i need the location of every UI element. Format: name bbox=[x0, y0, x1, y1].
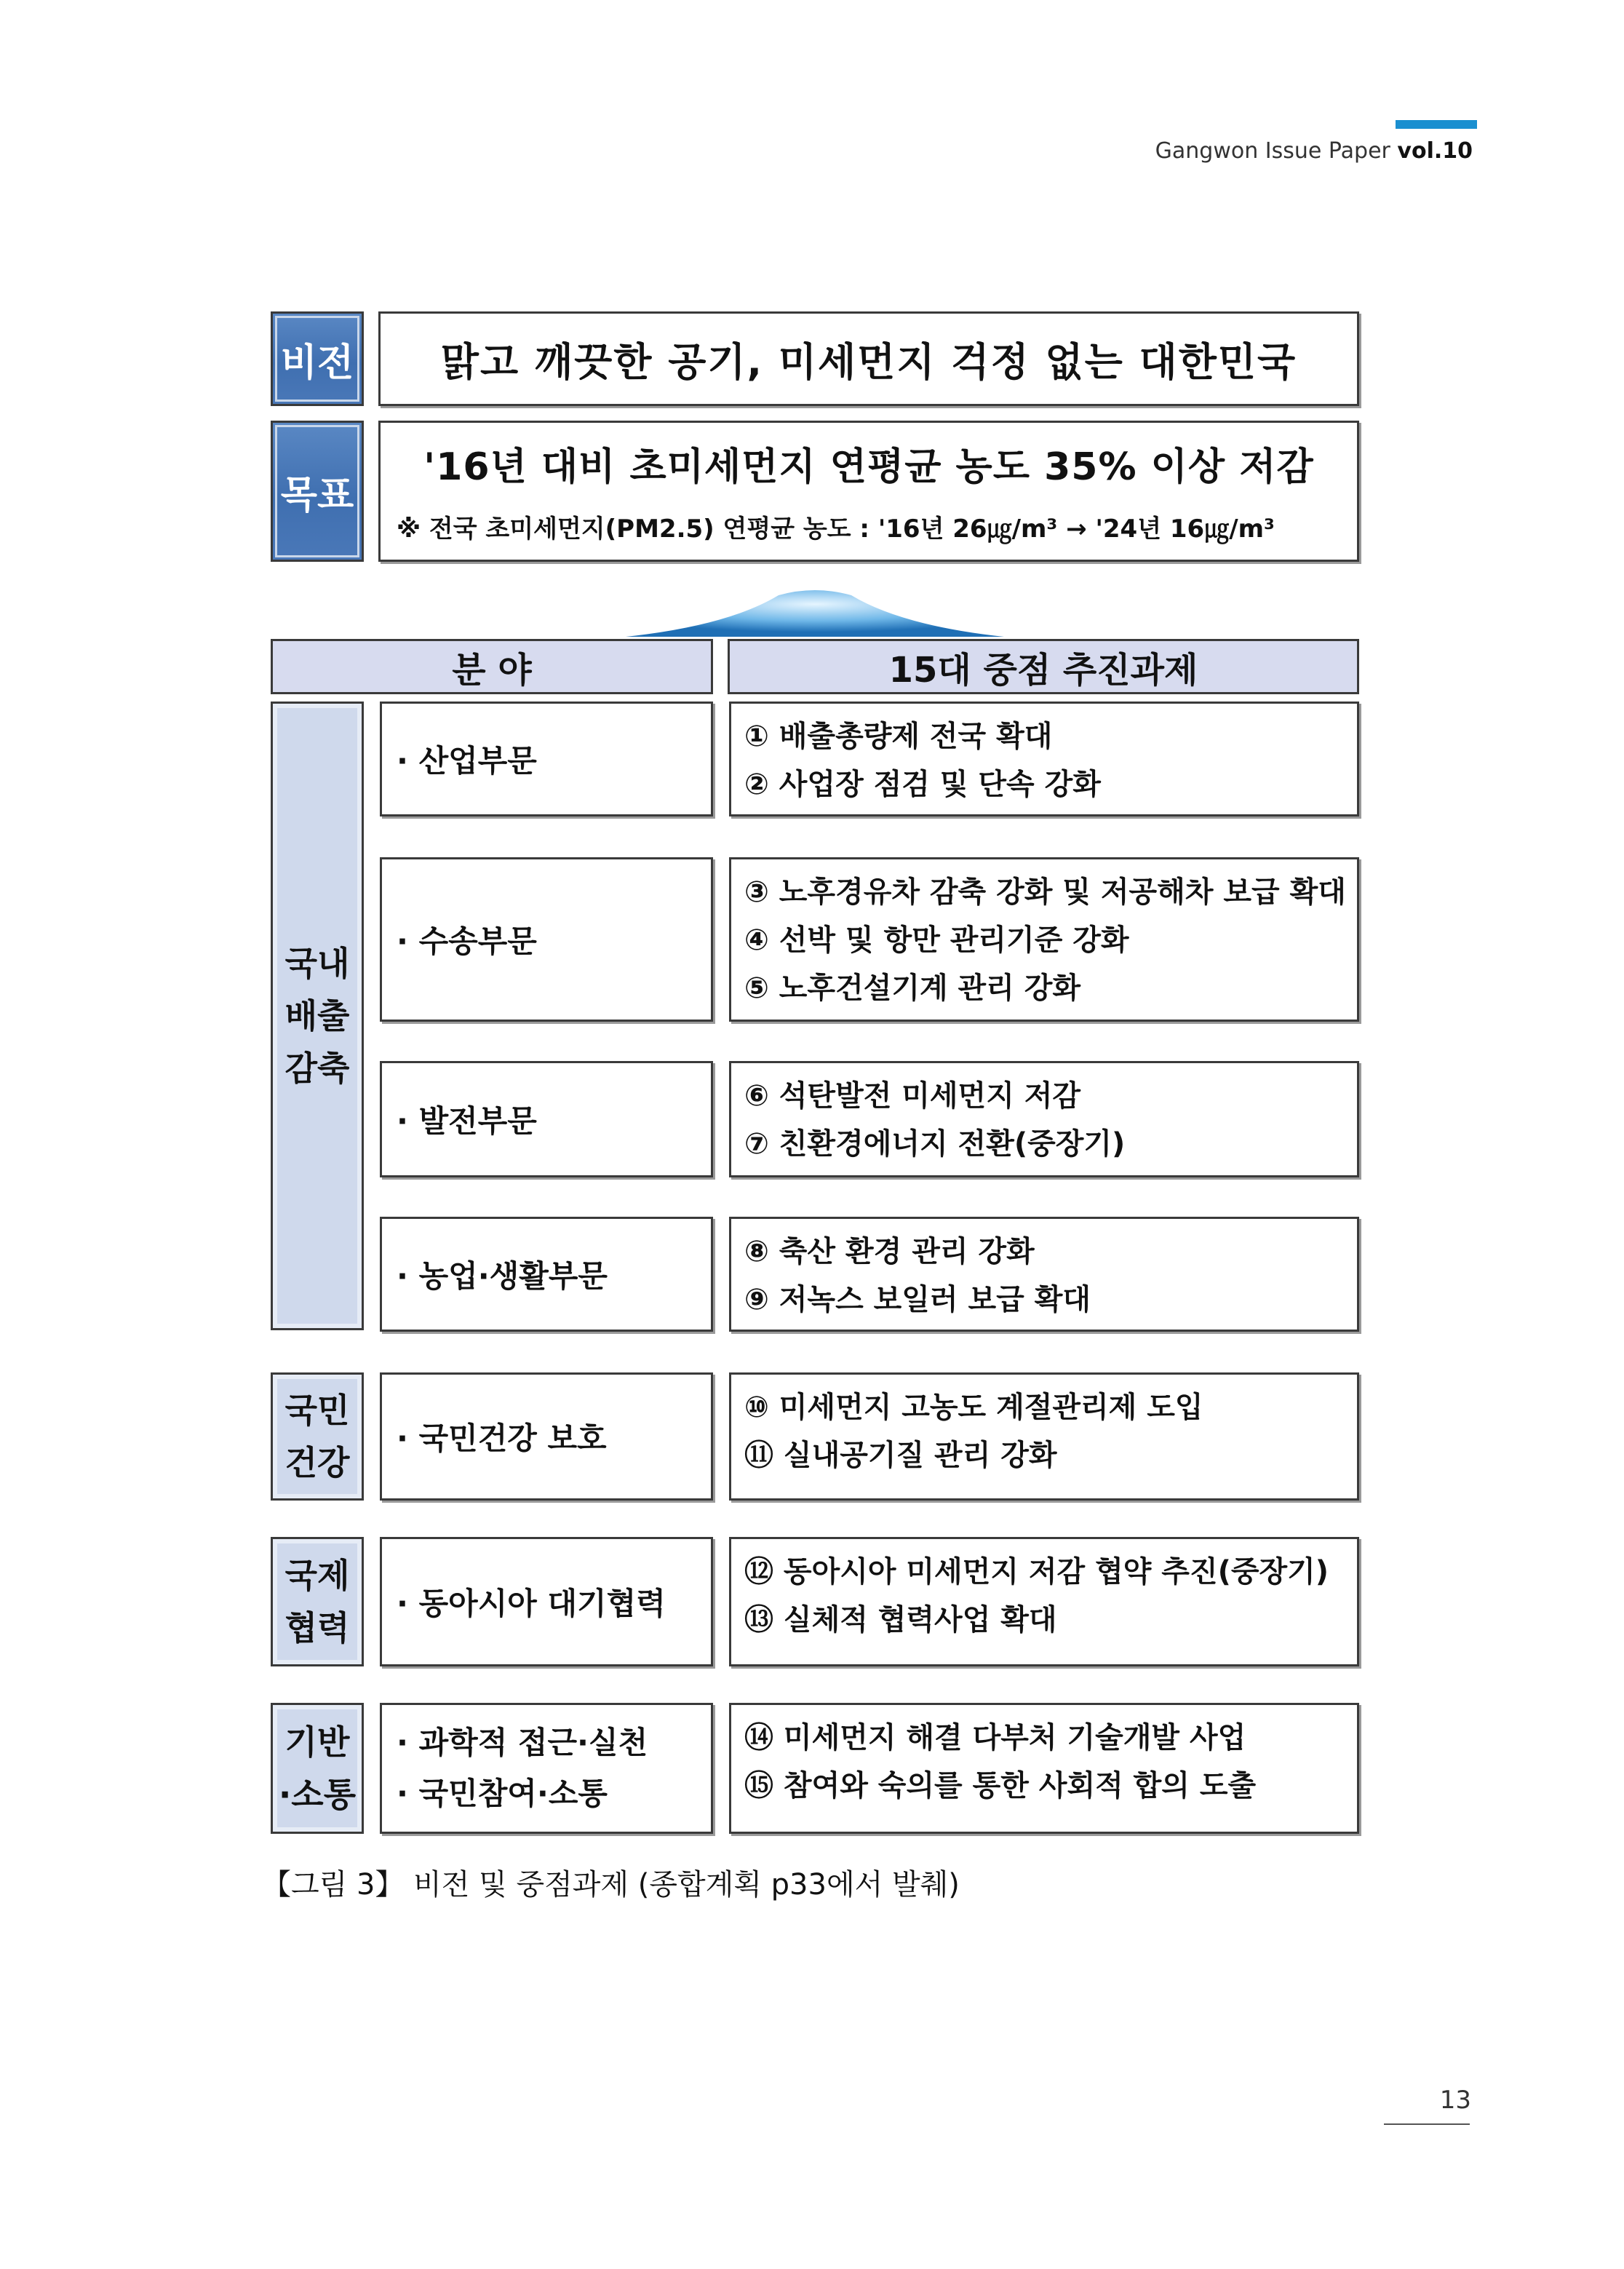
field-cell: · 산업부문 bbox=[380, 702, 713, 816]
goal-label: 목표 bbox=[271, 421, 364, 562]
group-label-international: 국제 협력 bbox=[271, 1537, 364, 1666]
field-cell: · 농업·생활부문 bbox=[380, 1217, 713, 1332]
goal-note: ※ 전국 초미세먼지(PM2.5) 연평균 농도 : '16년 26㎍/m³ → '24년 16㎍/m³ bbox=[397, 514, 1275, 544]
column-header-field: 분 야 bbox=[271, 639, 713, 694]
vision-text: 맑고 깨끗한 공기, 미세먼지 걱정 없는 대한민국 bbox=[378, 311, 1359, 406]
task-item: ⑮ 참여와 숙의를 통한 사회적 합의 도출 bbox=[744, 1769, 1257, 1803]
task-item: ⑩ 미세먼지 고농도 계절관리제 도입 bbox=[744, 1391, 1203, 1424]
task-item: ⑪ 실내공기질 관리 강화 bbox=[744, 1439, 1057, 1472]
task-item: ① 배출총량제 전국 확대 bbox=[744, 720, 1053, 753]
task-cell bbox=[729, 1372, 1359, 1501]
task-cell bbox=[729, 1061, 1359, 1177]
figure-caption: 【그림 3】 비전 및 중점과제 (종합계획 p33에서 발췌) bbox=[262, 1868, 960, 1902]
volume-label: vol.10 bbox=[1397, 138, 1473, 164]
task-cell bbox=[729, 857, 1359, 1022]
task-item: ⑭ 미세먼지 해결 다부처 기술개발 사업 bbox=[744, 1721, 1246, 1755]
task-item: ⑬ 실체적 협력사업 확대 bbox=[744, 1603, 1057, 1637]
field-cell bbox=[380, 1703, 713, 1834]
running-header bbox=[1155, 138, 1473, 164]
task-item: ⑧ 축산 환경 관리 강화 bbox=[744, 1235, 1035, 1268]
task-item: ⑤ 노후건설기계 관리 강화 bbox=[744, 971, 1081, 1005]
page-number-rule bbox=[1384, 2123, 1470, 2125]
page-number: 13 bbox=[1439, 2086, 1471, 2115]
group-label-foundation: 기반 ·소통 bbox=[271, 1703, 364, 1834]
task-item: ③ 노후경유차 감축 강화 및 저공해차 보급 확대 bbox=[744, 875, 1346, 909]
task-item: ⑨ 저녹스 보일러 보급 확대 bbox=[744, 1283, 1091, 1316]
task-item: ④ 선박 및 항만 관리기준 강화 bbox=[744, 923, 1129, 957]
column-header-tasks: 15대 중점 추진과제 bbox=[728, 639, 1359, 694]
field-text: · 과학적 접근·실천 · 국민참여·소통 bbox=[397, 1725, 648, 1811]
goal-text: '16년 대비 초미세먼지 연평균 농도 35% 이상 저감 bbox=[423, 445, 1314, 489]
task-cell bbox=[729, 1537, 1359, 1666]
task-item: ② 사업장 점검 및 단속 강화 bbox=[744, 768, 1101, 801]
field-cell: · 수송부문 bbox=[380, 857, 713, 1022]
publication-title: Gangwon Issue Paper bbox=[1155, 138, 1390, 164]
group-label-health: 국민 건강 bbox=[271, 1372, 364, 1501]
task-cell bbox=[729, 702, 1359, 816]
header-accent-bar bbox=[1396, 120, 1477, 129]
task-cell bbox=[729, 1703, 1359, 1834]
goal-box bbox=[378, 421, 1359, 562]
field-cell: · 국민건강 보호 bbox=[380, 1372, 713, 1501]
task-cell bbox=[729, 1217, 1359, 1332]
task-item: ⑥ 석탄발전 미세먼지 저감 bbox=[744, 1079, 1081, 1113]
field-cell: · 동아시아 대기협력 bbox=[380, 1537, 713, 1666]
task-item: ⑫ 동아시아 미세먼지 저감 협약 추진(중장기) bbox=[744, 1555, 1329, 1589]
group-label-domestic: 국내 배출 감축 bbox=[271, 702, 364, 1330]
field-cell: · 발전부문 bbox=[380, 1061, 713, 1177]
task-item: ⑦ 친환경에너지 전환(중장기) bbox=[744, 1127, 1126, 1161]
flow-arrow-icon bbox=[626, 582, 1004, 640]
vision-label: 비전 bbox=[271, 311, 364, 406]
